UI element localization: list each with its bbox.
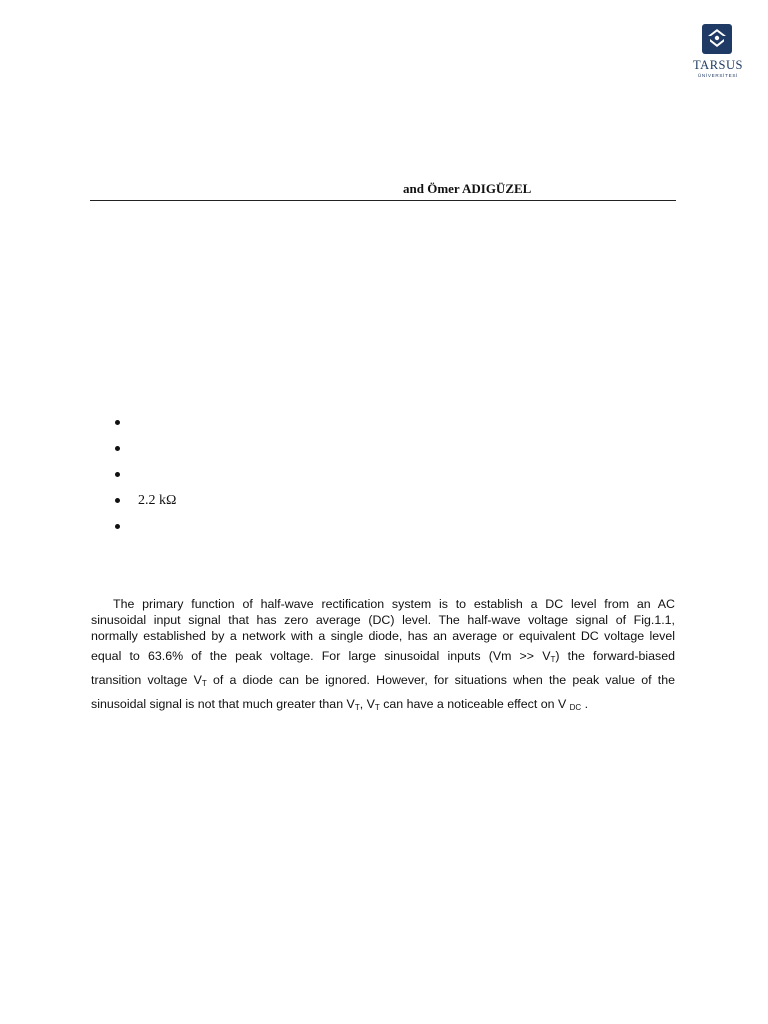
header-divider [90, 200, 676, 201]
bullet-icon [115, 524, 120, 529]
university-logo [688, 22, 748, 82]
paragraph-line: sinusoidal input signal that has zero average (DC) level. The half-wave voltage signal of Fig.1.1, [91, 613, 675, 627]
paragraph-line: transition voltage $V_T$ of a diode can be ignored. However, for situations when the peak value of the [91, 673, 675, 688]
bullet-icon [115, 420, 120, 425]
paragraph-line: normally established by a network with a single diode, has an average or equivalent DC voltage level [91, 629, 675, 643]
paragraph-line: equal to 63.6% of the peak voltage. For large sinusoidal inputs $(Vm >> V_T)$ the forward-biased [91, 649, 675, 664]
paragraph-line: The primary function of half-wave rectification system is to establish a DC level from an AC [113, 597, 675, 611]
logo-subtitle: ÜNİVERSİTESİ [697, 73, 739, 78]
body-paragraph [91, 596, 675, 716]
bullet-icon [115, 472, 120, 477]
paragraph-line: sinusoidal signal is not that much greater than $V_T$, $V_T$ can have a noticeable effect on V $_{DC}$ . [91, 697, 589, 712]
authors-line: and Ömer ADIGÜZEL [403, 181, 532, 196]
tarsus-university-emblem-icon [702, 24, 732, 54]
bullet-icon [115, 446, 120, 451]
logo-name: TARSUS [693, 58, 743, 72]
bullet-icon [115, 498, 120, 503]
